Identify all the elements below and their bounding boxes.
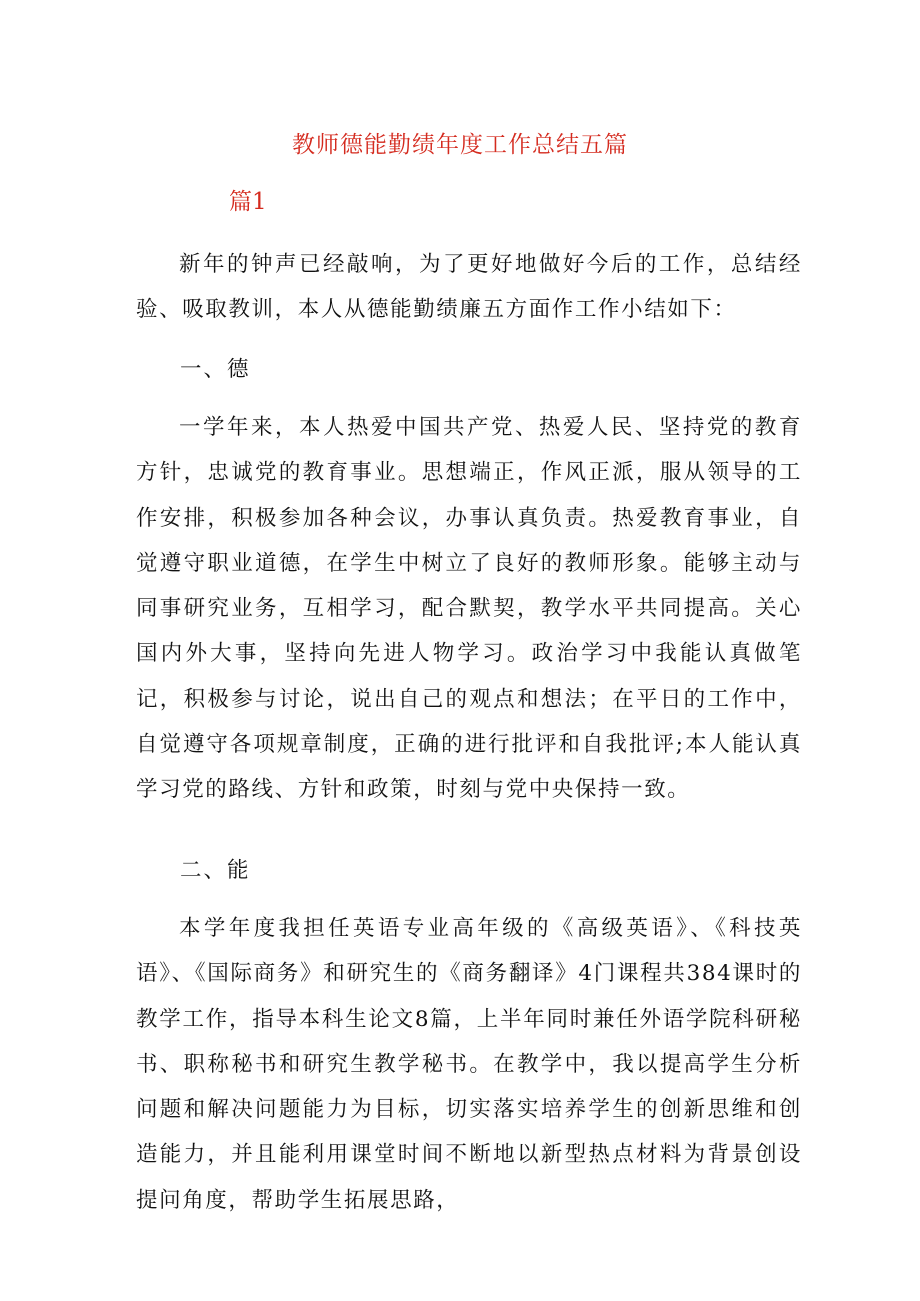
section-body-de: 一学年来，本人热爱中国共产党、热爱人民、坚持党的教育方针，忠诚党的教育事业。思想端正，作风正派，服从领导的工作安排，积极参加各种会议，办事认真负责。热爱教育事业，自觉遵守职业道德，在学生中树立了良好的教师形象。能够主动与同事研究业务，互相学习，配合默契，教学水平共同提高。关心国内外大事，坚持向先进人物学习。政治学习中我能认真做笔记，积极参与讨论，说出自己的观点和想法；在平日的工作中，自觉遵守各项规章制度，正确的进行批评和自我批评;本人能认真学习党的路线、方针和政策，时刻与党中央保持一致。 bbox=[136, 415, 802, 803]
section-heading-de: 一、德 bbox=[180, 357, 251, 382]
section-body-neng: 本学年度我担任英语专业高年级的《高级英语》、《科技英语》、《国际商务》和研究生的《商务翻译》4门课程共384课时的教学工作，指导本科生论文8篇，上半年同时兼任外语学院科研秘书、职称秘书和研究生教学秘书。在教学中，我以提高学生分析问题和解决问题能力为目标，切实落实培养学生的创新思维和创造能力，并且能利用课堂时间不断地以新型热点材料为背景创设提问角度，帮助学生拓展思路， bbox=[136, 916, 802, 1213]
document-title: 教师德能勤绩年度工作总结五篇 bbox=[292, 132, 628, 158]
document-subtitle: 篇1 bbox=[229, 189, 267, 215]
section-heading-neng: 二、能 bbox=[180, 858, 251, 883]
intro-paragraph: 新年的钟声已经敲响，为了更好地做好今后的工作，总结经验、吸取教训，本人从德能勤绩廉五方面作工作小结如下： bbox=[136, 252, 802, 323]
